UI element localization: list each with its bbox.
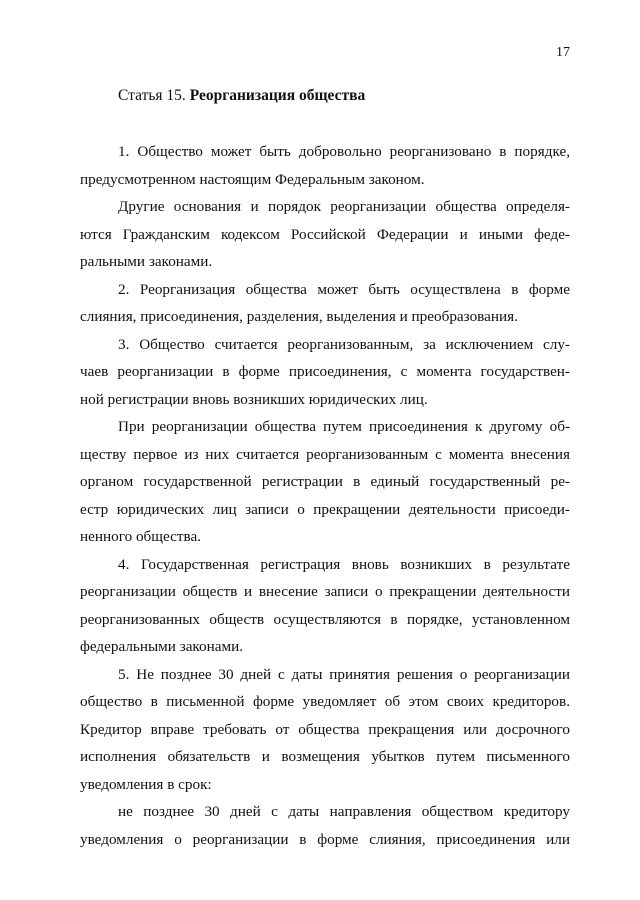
paragraph-line: 1. Общество может быть добровольно реорганизовано в порядке, <box>118 143 570 160</box>
paragraph-line: Другие основания и порядок реорганизации общества определя- <box>118 198 570 215</box>
paragraph-line: естр юридических лиц записи о прекращении деятельности присоеди- <box>80 500 570 518</box>
paragraph-line: не позднее 30 дней с даты направления обществом кредитору <box>118 803 570 820</box>
paragraph <box>80 551 570 661</box>
paragraph-line: чаев реорганизации в форме присоединения, с момента государствен- <box>80 363 570 380</box>
paragraph-line: слияния, присоединения, разделения, выделения и преобразования. <box>80 308 518 325</box>
paragraph <box>80 661 570 799</box>
paragraph-line: органом государственной регистрации в единый государственный ре- <box>80 473 570 490</box>
paragraph-line: 4. Государственная регистрация вновь возникших в результате <box>118 555 570 573</box>
article-body <box>80 138 570 853</box>
paragraph <box>80 138 570 193</box>
paragraph <box>80 331 570 414</box>
paragraph-line: 2. Реорганизация общества может быть осуществлена в форме <box>118 280 570 298</box>
paragraph-line: ются Гражданским кодексом Российской Федерации и иными феде- <box>80 225 570 243</box>
page-number: 17 <box>556 45 570 60</box>
paragraph-line: предусмотренном настоящим Федеральным законом. <box>80 170 425 188</box>
paragraph-line: уведомления в срок: <box>80 775 212 793</box>
paragraph-line: ществу первое из них считается реорганизованным с момента внесения <box>80 445 570 463</box>
paragraph-line: 5. Не позднее 30 дней с даты принятия решения о реорганизации <box>118 665 570 683</box>
paragraph-line: реорганизации обществ и внесение записи о прекращении деятельности <box>80 583 570 600</box>
article-title: Реорганизация общества <box>189 87 366 104</box>
paragraph-line: При реорганизации общества путем присоединения к другому об- <box>118 418 570 435</box>
paragraph <box>80 798 570 853</box>
paragraph-line: федеральными законами. <box>80 638 244 655</box>
paragraph <box>80 193 570 276</box>
paragraph-line: общество в письменной форме уведомляет об этом своих кредиторов. <box>80 693 570 710</box>
paragraph <box>80 413 570 551</box>
paragraph-line: исполнения обязательств и возмещения убытков путем письменного <box>80 748 570 765</box>
paragraph <box>80 276 570 331</box>
paragraph-line: Кредитор вправе требовать от общества прекращения или досрочного <box>80 720 570 738</box>
paragraph-line: ной регистрации вновь возникших юридических лиц. <box>80 390 428 408</box>
paragraph-line: ненного общества. <box>80 528 201 545</box>
paragraph-line: уведомления о реорганизации в форме слияния, присоединения или <box>80 830 570 848</box>
article-heading <box>118 86 365 106</box>
paragraph-line: 3. Общество считается реорганизованным, за исключением слу- <box>118 335 570 353</box>
paragraph-line: реорганизованных обществ осуществляются в порядке, установленном <box>80 610 570 628</box>
article-label: Статья 15. <box>118 87 186 104</box>
paragraph-line: ральными законами. <box>80 253 213 270</box>
